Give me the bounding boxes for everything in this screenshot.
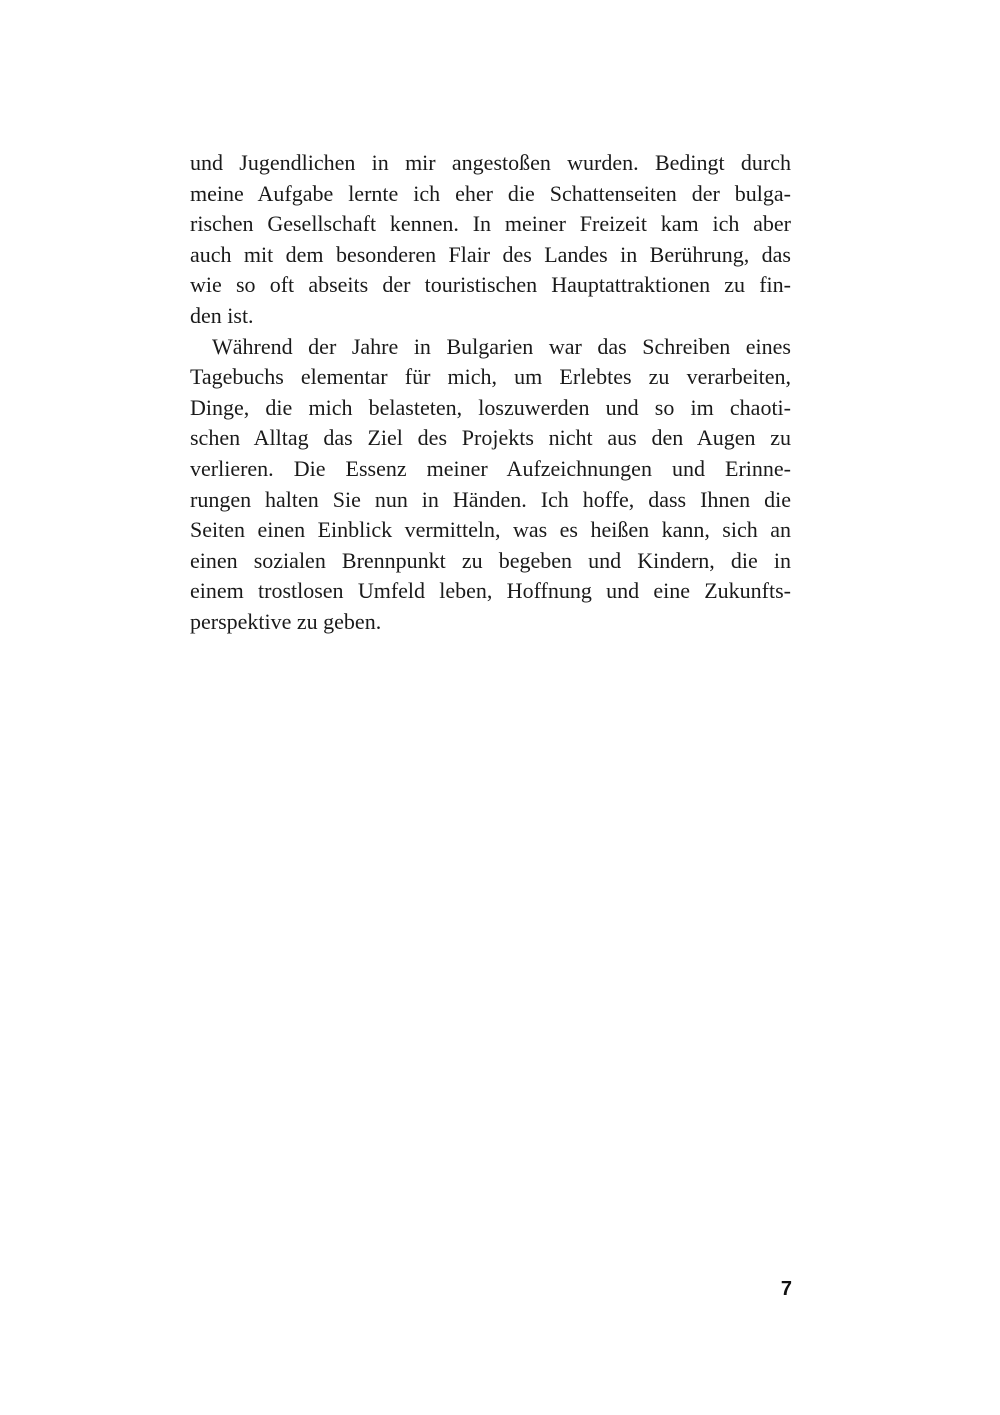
text-line: Dinge, die mich belasteten, loszuwerden und so im chaoti- xyxy=(190,394,791,420)
paragraph-1 xyxy=(190,148,791,332)
text-line: auch mit dem besonderen Flair des Landes in Berührung, das xyxy=(190,241,791,267)
text-line: rungen halten Sie nun in Händen. Ich hoffe, dass Ihnen die xyxy=(190,486,791,512)
text-line: einen sozialen Brennpunkt zu begeben und Kindern, die in xyxy=(190,547,791,573)
page-number: 7 xyxy=(780,1278,792,1300)
text-line: Während der Jahre in Bulgarien war das Schreiben eines xyxy=(212,333,791,359)
paragraph-2 xyxy=(190,332,791,638)
body-text xyxy=(190,148,791,638)
text-line: verlieren. Die Essenz meiner Aufzeichnungen und Erinne- xyxy=(190,455,791,481)
text-line: Seiten einen Einblick vermitteln, was es heißen kann, sich an xyxy=(190,517,791,543)
text-line: wie so oft abseits der touristischen Hauptattraktionen zu fin- xyxy=(190,272,791,298)
text-line: meine Aufgabe lernte ich eher die Schattenseiten der bulga- xyxy=(190,180,791,206)
text-line: einem trostlosen Umfeld leben, Hoffnung und eine Zukunfts- xyxy=(190,578,791,604)
text-line: perspektive zu geben. xyxy=(190,608,382,634)
text-line: schen Alltag das Ziel des Projekts nicht aus den Augen zu xyxy=(190,425,791,451)
text-line: und Jugendlichen in mir angestoßen wurden. Bedingt durch xyxy=(190,150,791,175)
text-line: rischen Gesellschaft kennen. In meiner Freizeit kam ich aber xyxy=(190,211,791,237)
text-line: den ist. xyxy=(190,302,254,328)
text-line: Tagebuchs elementar für mich, um Erlebtes zu verarbeiten, xyxy=(190,364,791,390)
